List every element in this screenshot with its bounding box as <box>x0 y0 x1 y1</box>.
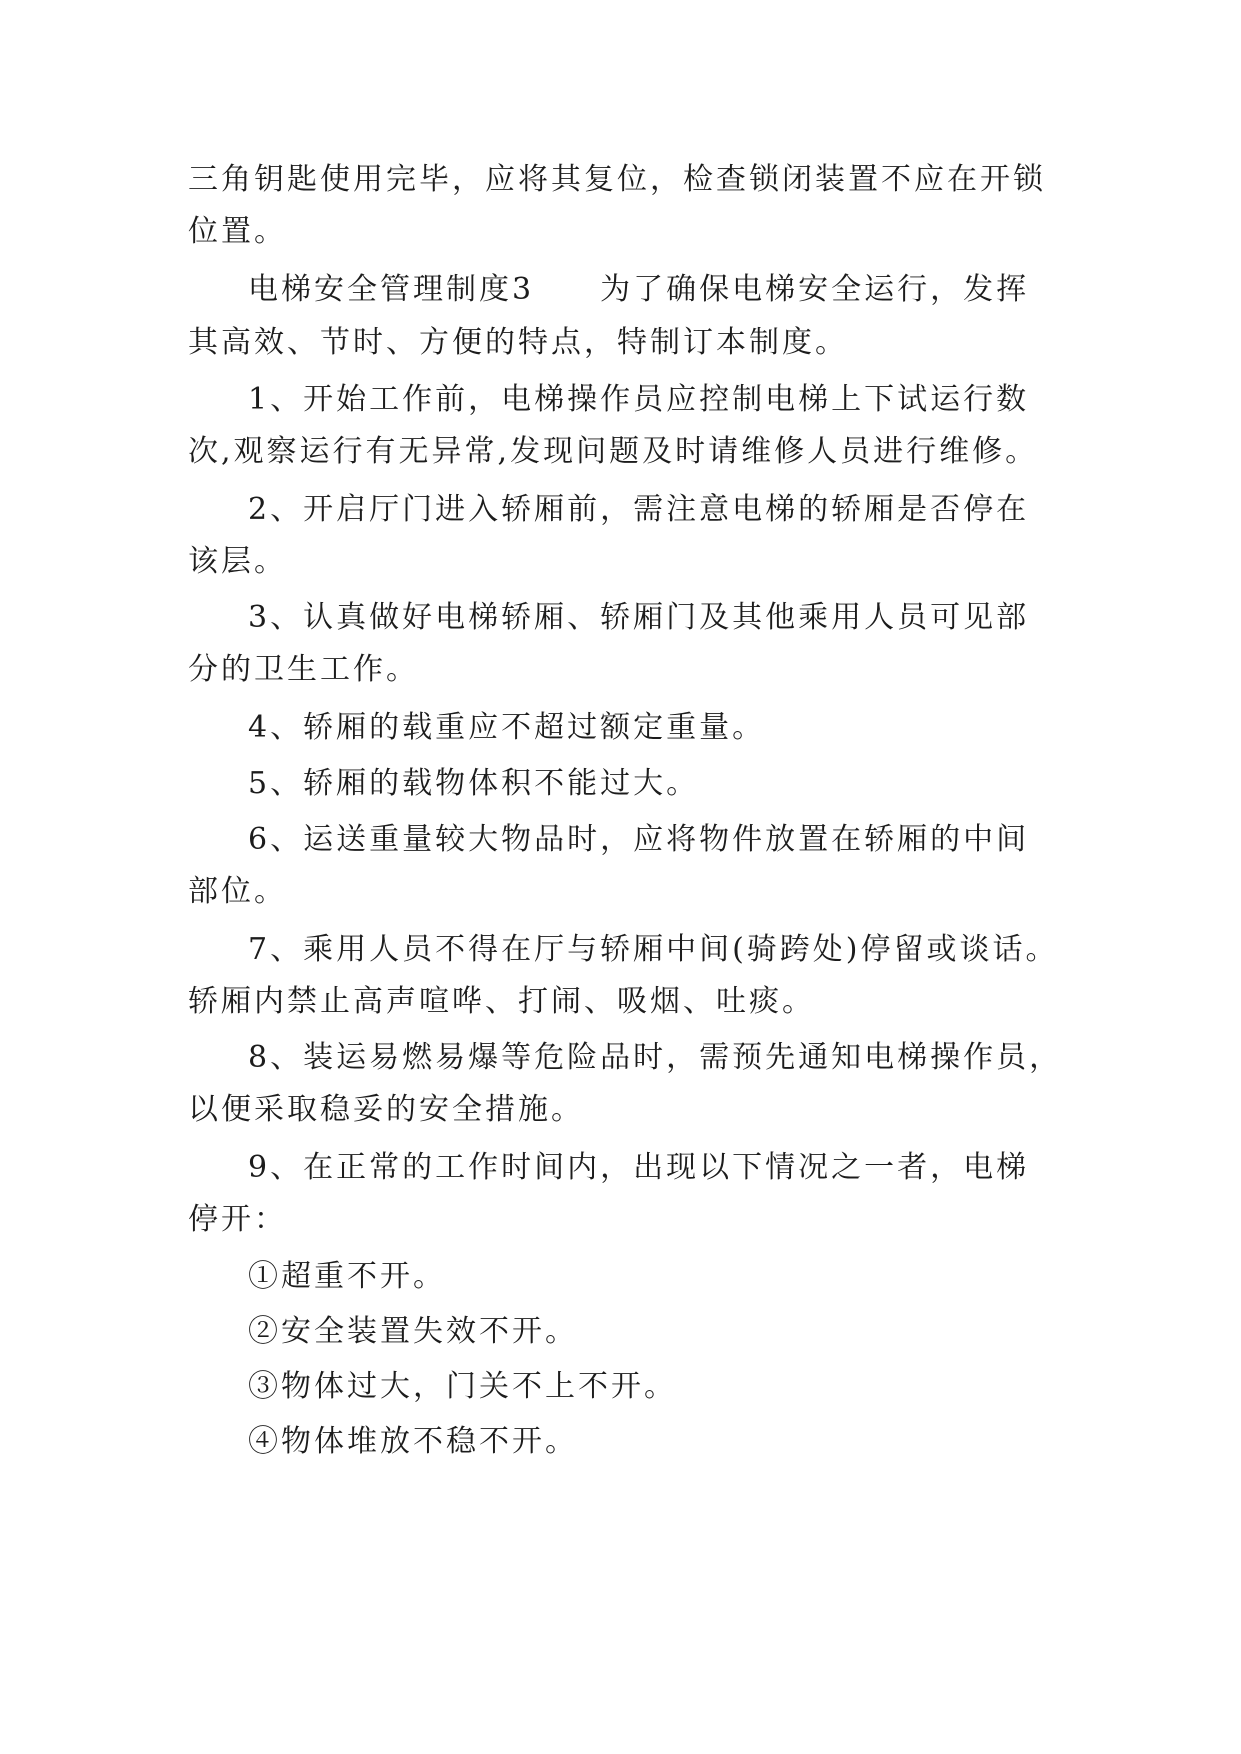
text-line: 停开： <box>188 1202 287 1237</box>
section-heading-line: 电梯安全管理制度3 为了确保电梯安全运行，发挥 <box>248 272 1030 307</box>
list-item-line: 3、认真做好电梯轿厢、轿厢门及其他乘用人员可见部 <box>248 600 1030 635</box>
list-item-line: 4、轿厢的载重应不超过额定重量。 <box>248 710 766 745</box>
list-item-line: 7、乘用人员不得在厅与轿厢中间(骑跨处)停留或谈话。 <box>248 932 1059 967</box>
list-item-line: 1、开始工作前，电梯操作员应控制电梯上下试运行数 <box>248 382 1030 417</box>
text-line: 位置。 <box>188 214 287 249</box>
sub-item-line: ③物体过大，门关不上不开。 <box>248 1369 677 1404</box>
text-line: 分的卫生工作。 <box>188 652 419 687</box>
list-item-line: 5、轿厢的载物体积不能过大。 <box>248 766 700 801</box>
text-line: 轿厢内禁止高声喧哗、打闹、吸烟、吐痰。 <box>188 984 815 1019</box>
text-line: 其高效、节时、方便的特点，特制订本制度。 <box>188 325 848 360</box>
text-line: 次,观察运行有无异常,发现问题及时请维修人员进行维修。 <box>188 434 1039 469</box>
list-item-line: 2、开启厅门进入轿厢前，需注意电梯的轿厢是否停在 <box>248 492 1030 527</box>
text-line: 三角钥匙使用完毕，应将其复位，检查锁闭装置不应在开锁 <box>188 162 1046 197</box>
sub-item-line: ②安全装置失效不开。 <box>248 1314 578 1349</box>
text-line: 该层。 <box>188 544 287 579</box>
sub-item-line: ④物体堆放不稳不开。 <box>248 1424 578 1459</box>
list-item-line: 9、在正常的工作时间内，出现以下情况之一者，电梯 <box>248 1150 1030 1185</box>
text-line: 部位。 <box>188 874 287 909</box>
list-item-line: 8、装运易燃易爆等危险品时，需预先通知电梯操作员， <box>248 1040 1063 1075</box>
text-line: 以便采取稳妥的安全措施。 <box>188 1092 584 1127</box>
list-item-line: 6、运送重量较大物品时，应将物件放置在轿厢的中间 <box>248 822 1030 857</box>
sub-item-line: ①超重不开。 <box>248 1259 446 1294</box>
